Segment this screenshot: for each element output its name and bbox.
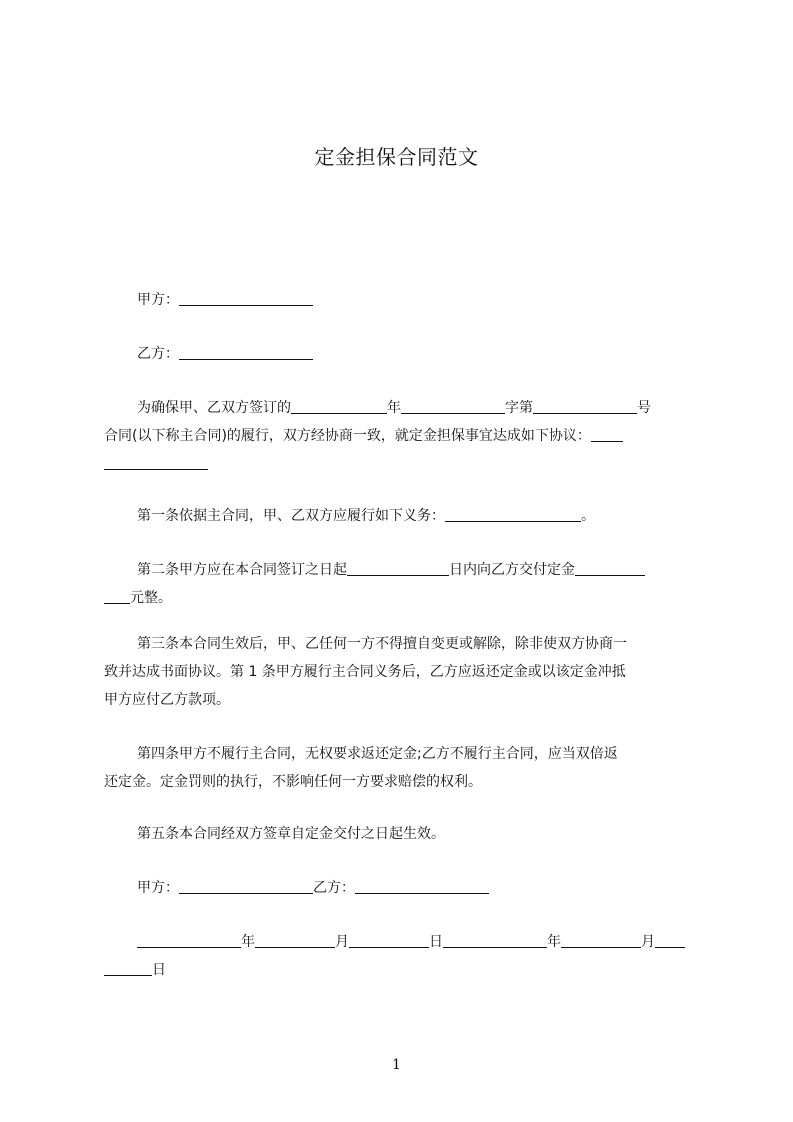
party-a-line [104, 286, 735, 314]
clause-3-line-2: 致并达成书面协议。第 1 条甲方履行主合同义务后，乙方应返还定金或以该定金冲抵 [104, 664, 626, 680]
intro-text-2: 合同(以下称主合同)的履行，双方经协商一致，就定金担保事宜达成如下协议： [104, 428, 591, 444]
intro-paragraph [104, 394, 702, 478]
party-b-blank [179, 344, 313, 360]
clause-2-text-2: 日内向乙方交付定金 [449, 562, 575, 578]
intro-zidi-label: 字第 [505, 400, 533, 416]
signature-party-b-label: 乙方： [313, 880, 355, 896]
clause-3-line-3: 甲方应付乙方款项。 [104, 692, 230, 708]
party-b-day-blank-cont [104, 960, 152, 976]
party-a-day-blank [349, 932, 429, 948]
party-b-month-blank [561, 932, 641, 948]
intro-line-1 [104, 394, 702, 422]
page-number: 1 [392, 1057, 401, 1073]
clause-4-line-1: 第四条甲方不履行主合同，无权要求返还定金;乙方不履行主合同，应当双倍返 [137, 746, 618, 762]
intro-hao-label: 号 [637, 400, 651, 416]
party-b-year-blank [443, 932, 547, 948]
deposit-amount-blank-cont [104, 588, 130, 604]
clause-2-line-1 [104, 556, 702, 584]
clause-1 [104, 502, 735, 530]
party-b-month-label: 月 [641, 934, 655, 950]
clause-2-end: 元整。 [130, 590, 172, 606]
signature-line [104, 874, 735, 902]
agreement-blank [591, 426, 623, 442]
party-a-year-label: 年 [241, 934, 255, 950]
clause-4 [104, 740, 702, 796]
clause-3 [104, 630, 702, 714]
party-b-label: 乙方： [137, 346, 179, 362]
clause-5: 第五条本合同经双方签章自定金交付之日起生效。 [137, 826, 445, 842]
signature-party-a-label: 甲方： [137, 880, 179, 896]
clause-3-line-1: 第三条本合同生效后，甲、乙任何一方不得擅自变更或解除，除非使双方协商一 [137, 636, 627, 652]
contract-year-blank [401, 398, 505, 414]
intro-line-2 [104, 422, 702, 450]
party-a-month-blank [255, 932, 335, 948]
party-a-month-label: 月 [335, 934, 349, 950]
clause-1-text: 第一条依据主合同，甲、乙双方应履行如下义务： [137, 508, 445, 524]
party-a-blank [179, 290, 313, 306]
signature-party-b-blank [355, 878, 489, 894]
days-blank [347, 560, 449, 576]
intro-line-3 [104, 450, 702, 478]
intro-year-label: 年 [387, 400, 401, 416]
clause-4-line-2: 还定金。定金罚则的执行，不影响任何一方要求赔偿的权利。 [104, 774, 482, 790]
contract-party-blank [291, 398, 387, 414]
deposit-amount-blank [575, 560, 645, 576]
party-b-day-blank [655, 932, 685, 948]
clause-2-text-1: 第二条甲方应在本合同签订之日起 [137, 562, 347, 578]
party-b-year-label: 年 [547, 934, 561, 950]
document-title: 定金担保合同范文 [314, 145, 479, 169]
party-b-line [104, 340, 735, 368]
party-a-label: 甲方： [137, 292, 179, 308]
date-line-2 [104, 956, 702, 984]
signature-party-a-blank [179, 878, 313, 894]
date-line-1 [104, 928, 702, 956]
contract-number-blank [533, 398, 637, 414]
obligations-blank [445, 506, 581, 522]
clause-2 [104, 556, 702, 612]
intro-text-1: 为确保甲、乙双方签订的 [137, 400, 291, 416]
date-lines [104, 928, 702, 984]
party-a-year-blank [137, 932, 241, 948]
clause-2-line-2 [104, 584, 702, 612]
agreement-blank-cont [104, 454, 208, 470]
party-b-day-label: 日 [152, 962, 166, 978]
party-a-day-label: 日 [429, 934, 443, 950]
clause-1-end: 。 [581, 508, 595, 524]
